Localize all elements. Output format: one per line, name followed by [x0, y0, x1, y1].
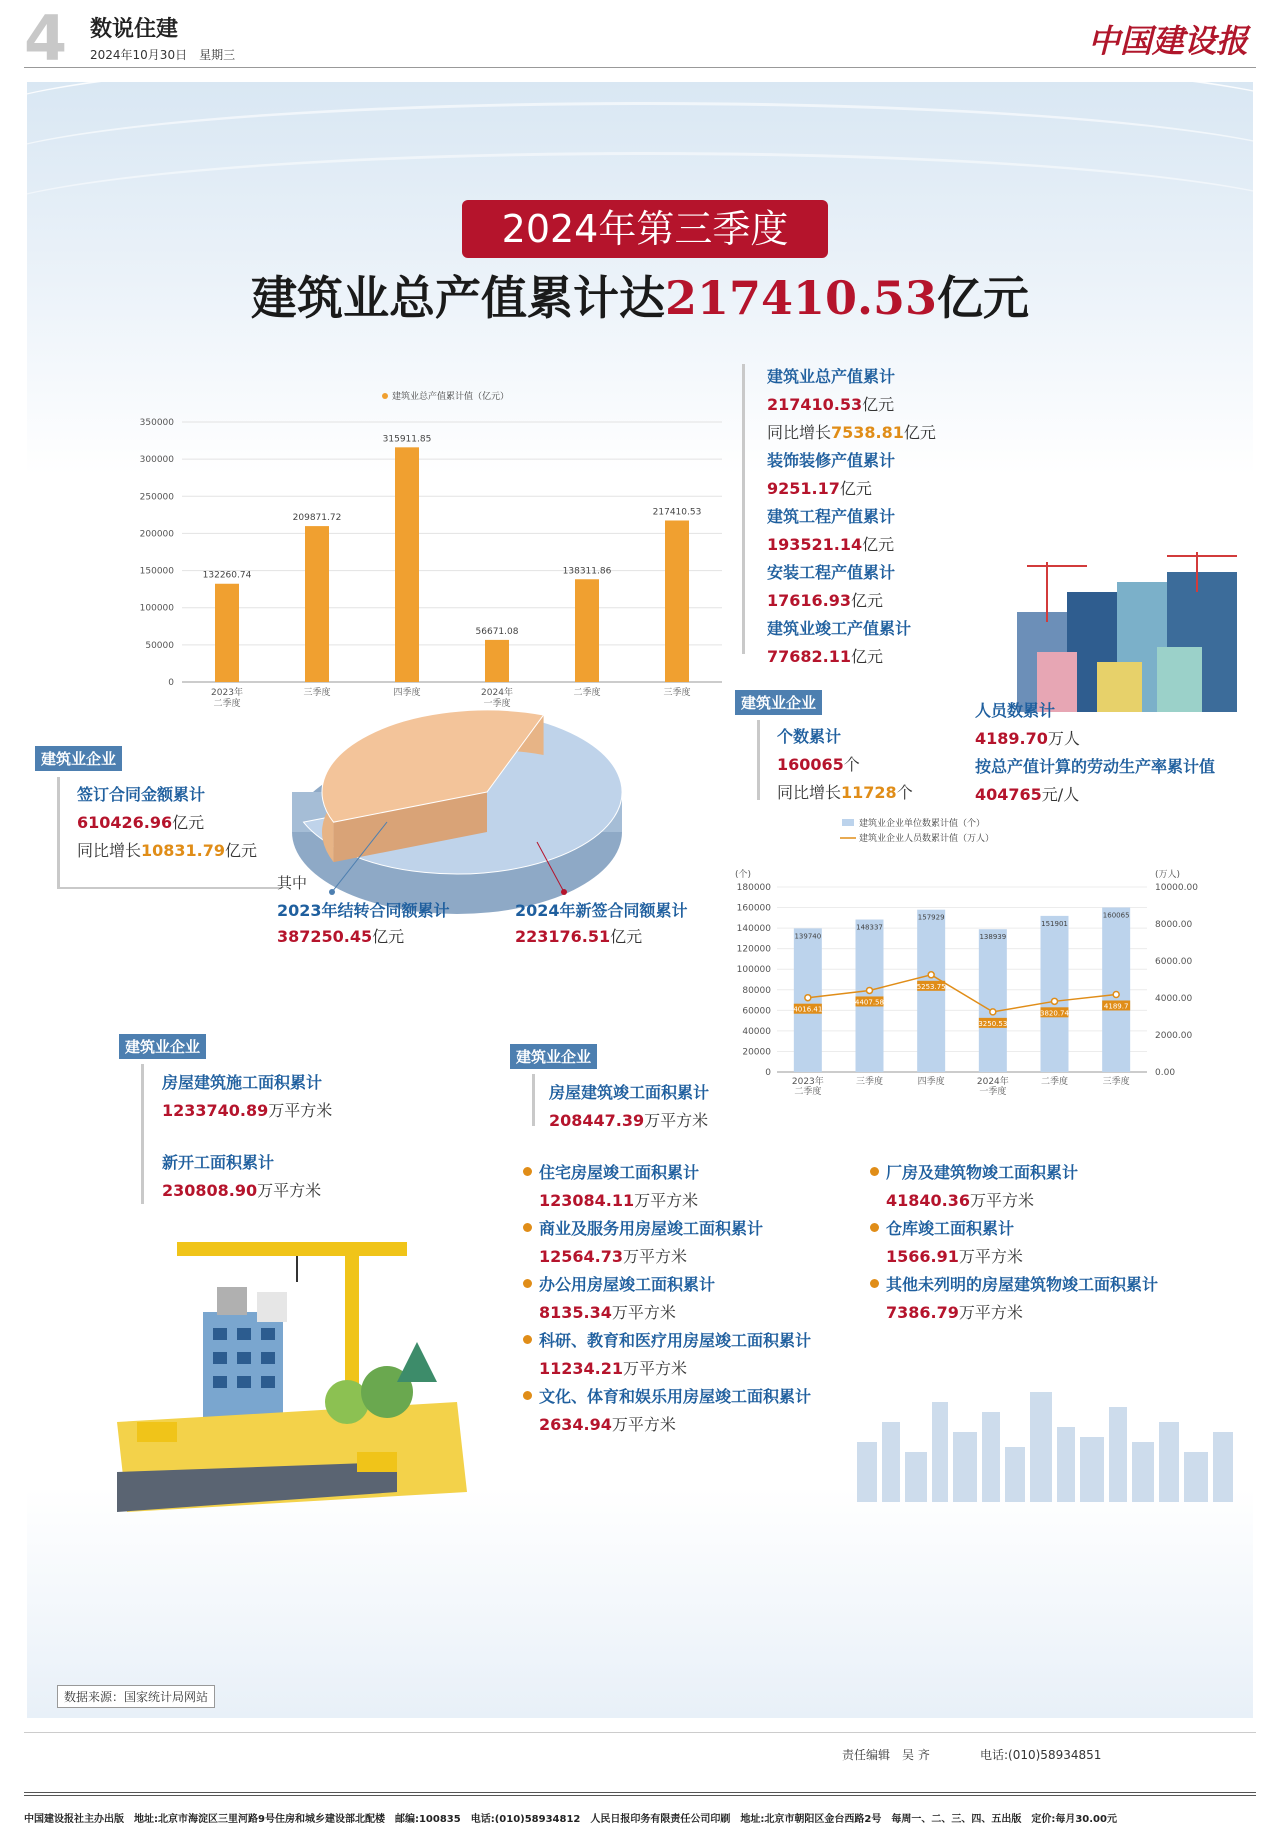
completion-left-0-value: 123084.11万平方米 — [539, 1191, 699, 1210]
legend-label: 建筑业企业人员数累计值（万人） — [859, 834, 995, 844]
legend-swatch — [382, 393, 388, 399]
data-source: 数据来源：国家统计局网站 — [57, 1685, 215, 1708]
y2-tick-label: 6000.00 — [1155, 957, 1193, 967]
pie-among-label: 其中 — [277, 874, 308, 892]
contract-value: 610426.96亿元 — [77, 813, 205, 832]
x-tick-label: 二季度 — [1040, 1077, 1069, 1087]
completion-value: 208447.39万平方米 — [549, 1111, 709, 1130]
pie-leader-dot — [561, 889, 567, 895]
bullet-icon — [523, 1391, 532, 1400]
construction-site-illustration — [97, 1222, 477, 1532]
output-item-2-value: 193521.14亿元 — [767, 535, 895, 554]
divider-bar — [757, 720, 760, 800]
line-value-label: 4016.41 — [793, 1005, 823, 1014]
output-item-1: 装饰装修产值累计 — [767, 451, 896, 470]
editor-line: 责任编辑 吴 齐 — [842, 1748, 930, 1762]
completion-right-0-label: 厂房及建筑物竣工面积累计 — [886, 1163, 1079, 1182]
bar-value-label: 139740 — [794, 932, 822, 941]
output-item-1-value: 9251.17亿元 — [767, 479, 872, 498]
bar — [1041, 916, 1069, 1072]
legend-swatch — [842, 819, 854, 826]
y-tick-label: 180000 — [736, 883, 771, 893]
bullet-icon — [870, 1279, 879, 1288]
y-tick-label: 250000 — [139, 492, 174, 503]
bullet-icon — [523, 1335, 532, 1344]
y-tick-label: 120000 — [736, 944, 771, 955]
divider-line — [24, 1795, 1256, 1796]
bar-value-label: 148337 — [856, 923, 883, 932]
x-tick-label: 二季度 — [213, 699, 241, 709]
section-title: 数说住建 — [90, 17, 179, 42]
divider-bar — [141, 1064, 144, 1204]
pie-new-label: 2024年新签合同额累计 — [515, 901, 688, 920]
x-tick-label: 四季度 — [393, 688, 421, 698]
completion-right-1-label: 仓库竣工面积累计 — [886, 1219, 1015, 1238]
y2-tick-label: 8000.00 — [1155, 920, 1193, 930]
headline — [27, 262, 1253, 328]
y2-tick-label: 10000.00 — [1155, 883, 1198, 893]
enterprise-growth: 同比增长11728个 — [777, 783, 913, 802]
construction-tag: 建筑业企业 — [119, 1034, 206, 1059]
legend-label: 建筑业总产值累计值（亿元） — [392, 392, 510, 402]
productivity-label: 按总产值计算的劳动生产率累计值 — [975, 757, 1216, 776]
masthead — [24, 2, 1256, 75]
city-skyline-illustration — [847, 1382, 1247, 1502]
construction-area-value: 1233740.89万平方米 — [162, 1101, 333, 1120]
line-point — [805, 995, 811, 1001]
y-tick-label: 50000 — [145, 640, 174, 651]
legend-label: 建筑业企业单位数累计值（个） — [859, 819, 986, 829]
productivity-value: 404765元/人 — [975, 785, 1080, 804]
imprint-footer: 中国建设报社主办出版 地址:北京市海淀区三里河路9号住房和城乡建设部北配楼 邮编:100835 电话:(010)58934812 人民日报印务有限责任公司印刷 地址:北京市朝阳区金台西路2号 每周一、二、三、四、五出版 定价:每月30.00元 — [24, 1814, 1117, 1823]
bar — [305, 526, 329, 682]
line-value-label: 4189.7 — [1103, 1002, 1129, 1011]
x-tick-label: 三季度 — [663, 688, 691, 698]
pie-new-value: 223176.51亿元 — [515, 927, 643, 946]
completion-left-4-label: 文化、体育和娱乐用房屋竣工面积累计 — [539, 1387, 812, 1406]
output-item-3: 安装工程产值累计 — [767, 563, 896, 582]
x-tick-label: 三季度 — [303, 688, 331, 698]
left-axis-unit: (个) — [735, 870, 752, 880]
x-tick-label: 三季度 — [1102, 1077, 1130, 1087]
newspaper-logo: 中国建设报 — [1087, 22, 1248, 60]
completion-right-0-value: 41840.36万平方米 — [886, 1191, 1035, 1210]
y-tick-label: 140000 — [736, 924, 771, 935]
completion-left-3-label: 科研、教育和医疗用房屋竣工面积累计 — [539, 1331, 812, 1350]
bar — [856, 920, 884, 1072]
contract-label: 签订合同金额累计 — [77, 785, 206, 804]
headline-prefix: 建筑业总产值累计达 — [250, 271, 665, 325]
x-tick-label: 2023年 — [211, 688, 243, 698]
bar-value-label: 151901 — [1041, 919, 1068, 928]
y2-tick-label: 0.00 — [1155, 1068, 1176, 1078]
staff-label: 人员数累计 — [975, 701, 1056, 720]
output-item-3-value: 17616.93亿元 — [767, 591, 884, 610]
bar — [917, 910, 945, 1072]
line-point — [990, 1009, 996, 1015]
bar — [575, 579, 599, 682]
headline-badge: 2024年第三季度 — [462, 200, 828, 258]
enterprise-tag: 建筑业企业 — [735, 690, 822, 715]
bar — [485, 640, 509, 682]
bullet-icon — [870, 1167, 879, 1176]
enterprise-count-label: 个数累计 — [777, 727, 842, 746]
infographic-panel — [27, 82, 1253, 1718]
divider-line — [24, 1792, 1256, 1793]
bar-value-label: 217410.53 — [652, 507, 702, 518]
staff-value: 4189.70万人 — [975, 729, 1080, 748]
x-tick-label: 四季度 — [917, 1077, 945, 1087]
output-item-4: 建筑业竣工产值累计 — [767, 619, 912, 638]
pie-carry-value: 387250.45亿元 — [277, 927, 405, 946]
y-tick-label: 60000 — [742, 1006, 771, 1017]
output-item-0: 建筑业总产值累计 — [767, 367, 896, 386]
contract-pie-chart — [272, 682, 712, 932]
divider-bar — [532, 1074, 535, 1126]
completion-left-1-value: 12564.73万平方米 — [539, 1247, 688, 1266]
completion-left-4-value: 2634.94万平方米 — [539, 1415, 676, 1434]
bar-value-label: 132260.74 — [202, 570, 252, 581]
x-tick-label: 2024年 — [976, 1077, 1009, 1087]
new-start-value: 230808.90万平方米 — [162, 1181, 322, 1200]
completion-left-1-label: 商业及服务用房屋竣工面积累计 — [539, 1219, 764, 1238]
completion-right-2-value: 7386.79万平方米 — [886, 1303, 1023, 1322]
line-value-label: 3250.53 — [978, 1019, 1008, 1028]
completion-left-2-value: 8135.34万平方米 — [539, 1303, 676, 1322]
pie-leader-dot — [329, 889, 335, 895]
bar — [1102, 907, 1130, 1072]
line-value-label: 4407.58 — [855, 998, 884, 1007]
y-tick-label: 160000 — [736, 903, 771, 914]
pie-carry-label: 2023年结转合同额累计 — [277, 901, 450, 920]
y-tick-label: 100000 — [736, 965, 771, 976]
y-tick-label: 150000 — [139, 566, 174, 577]
y-tick-label: 0 — [765, 1068, 771, 1078]
x-tick-label: 二季度 — [573, 688, 601, 698]
divider-line — [24, 1732, 1256, 1733]
bar-value-label: 209871.72 — [292, 513, 342, 524]
y2-tick-label: 2000.00 — [1155, 1031, 1193, 1041]
x-tick-label: 一季度 — [483, 699, 511, 709]
completion-right-2-label: 其他未列明的房屋建筑物竣工面积累计 — [886, 1275, 1159, 1294]
x-tick-label: 二季度 — [794, 1087, 822, 1097]
completion-left-0-label: 住宅房屋竣工面积累计 — [539, 1163, 700, 1182]
bar — [215, 584, 239, 682]
bar-value-label: 138939 — [979, 933, 1007, 942]
contract-growth: 同比增长10831.79亿元 — [77, 841, 258, 860]
output-item-0-value: 217410.53亿元 — [767, 395, 895, 414]
bar-value-label: 56671.08 — [475, 626, 519, 637]
line-value-label: 3820.74 — [1040, 1009, 1069, 1018]
line-value-label: 5253.75 — [916, 982, 946, 991]
completion-tag: 建筑业企业 — [510, 1044, 597, 1069]
enterprise-count-value: 160065个 — [777, 755, 860, 774]
headline-value: 217410.53 — [664, 271, 938, 325]
y2-tick-label: 4000.00 — [1155, 994, 1193, 1004]
x-tick-label: 一季度 — [979, 1087, 1007, 1097]
phone-line: 电话:(010)58934851 — [980, 1748, 1102, 1762]
new-start-label: 新开工面积累计 — [162, 1153, 275, 1172]
output-item-4-value: 77682.11亿元 — [767, 647, 884, 666]
divider-bar — [57, 777, 60, 887]
completion-label: 房屋建筑竣工面积累计 — [549, 1083, 710, 1102]
bar-value-label: 160065 — [1102, 911, 1130, 920]
building-illustration — [1007, 552, 1247, 712]
bullet-icon — [870, 1223, 879, 1232]
x-tick-label: 三季度 — [855, 1077, 884, 1087]
divider-bar — [57, 887, 282, 889]
divider-bar — [742, 364, 745, 654]
bar-value-label: 138311.86 — [562, 566, 612, 577]
y-tick-label: 300000 — [139, 455, 174, 466]
completion-left-3-value: 11234.21万平方米 — [539, 1359, 688, 1378]
line-point — [928, 972, 934, 978]
bullet-icon — [523, 1223, 532, 1232]
bullet-icon — [523, 1167, 532, 1176]
completion-left-2-label: 办公用房屋竣工面积累计 — [539, 1275, 716, 1294]
bar — [979, 929, 1007, 1072]
page-number: 4 — [24, 2, 68, 75]
right-axis-unit: (万人) — [1155, 870, 1181, 880]
y-tick-label: 20000 — [742, 1047, 771, 1058]
y-tick-label: 0 — [168, 678, 174, 688]
bullet-icon — [523, 1279, 532, 1288]
contract-tag: 建筑业企业 — [35, 746, 122, 771]
bar-value-label: 315911.85 — [382, 434, 432, 445]
issue-date: 2024年10月30日 星期三 — [90, 48, 236, 62]
completion-right-1-value: 1566.91万平方米 — [886, 1247, 1023, 1266]
bar — [665, 520, 689, 682]
x-tick-label: 2023年 — [791, 1077, 824, 1087]
y-tick-label: 80000 — [742, 985, 771, 996]
line-point — [1113, 991, 1119, 997]
y-tick-label: 100000 — [139, 603, 174, 614]
y-tick-label: 40000 — [742, 1026, 771, 1037]
bar-value-label: 157929 — [917, 913, 945, 922]
line-point — [867, 987, 873, 993]
headline-suffix: 亿元 — [937, 271, 1030, 325]
line-point — [1052, 998, 1058, 1004]
output-item-2: 建筑工程产值累计 — [767, 507, 896, 526]
bar — [395, 447, 419, 682]
x-tick-label: 2024年 — [481, 688, 513, 698]
output-growth: 同比增长7538.81亿元 — [767, 423, 936, 442]
y-tick-label: 350000 — [139, 418, 174, 428]
y-tick-label: 200000 — [139, 529, 174, 540]
construction-area-label: 房屋建筑施工面积累计 — [162, 1073, 323, 1092]
enterprise-combo-chart — [727, 817, 1207, 1102]
